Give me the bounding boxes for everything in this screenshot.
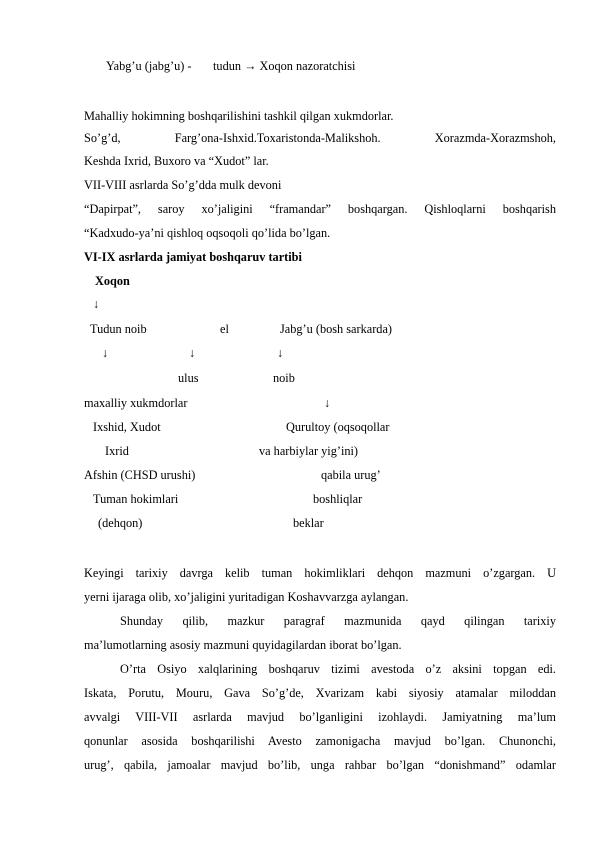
diagram-left-item: maxalliy xukmdorlar bbox=[84, 396, 188, 410]
body-line: O’rta Osiyo xalqlarining boshqaruv tizimi avestoda o’z aksini topgan edi. bbox=[120, 662, 556, 676]
body-line: qonunlar asosida boshqarilishi Avesto zamonigacha mavjud bo’lgan. Chunonchi, bbox=[84, 734, 556, 748]
down-arrow-icon: ↓ bbox=[324, 396, 331, 410]
down-arrow-icon: ↓ bbox=[93, 297, 100, 311]
down-arrow-icon: ↓ bbox=[189, 346, 196, 360]
diagram-root: Xoqon bbox=[95, 274, 130, 288]
diagram-jabgu: Jabg’u (bosh sarkarda) bbox=[280, 322, 392, 336]
body-line: urug’, qabila, jamoalar mavjud bo’lib, unga rahbar bo’lgan “donishmand” odamlar bbox=[84, 758, 556, 772]
paragraph-line: So’g’d, Farg’ona-Ishxid.Toxaristonda-Malikshoh. Xorazmda-Xorazmshoh, bbox=[84, 131, 556, 145]
top-line: Yabg’u (jabg’u) - tudun → Xoqon nazoratchisi bbox=[106, 59, 356, 73]
body-line: Shunday qilib, mazkur paragraf mazmunida qayd qilingan tarixiy bbox=[120, 614, 556, 628]
section-title: VI-IX asrlarda jamiyat boshqaruv tartibi bbox=[84, 250, 302, 264]
paragraph-line: Keshda Ixrid, Buxoro va “Xudot” lar. bbox=[84, 154, 269, 168]
body-line: Keyingi tarixiy davrga kelib tuman hokimliklari dehqon mazmuni o’zgargan. U bbox=[84, 566, 556, 580]
body-line: yerni ijaraga olib, xo’jaligini yuritadigan Koshavvarzga aylangan. bbox=[84, 590, 409, 604]
diagram-left-item: Ixshid, Xudot bbox=[93, 420, 161, 434]
diagram-ulus: ulus bbox=[178, 371, 199, 385]
diagram-right-item: Qurultoy (oqsoqollar bbox=[286, 420, 390, 434]
diagram-left-item: (dehqon) bbox=[98, 516, 143, 530]
diagram-tudun-noib: Tudun noib bbox=[90, 322, 147, 336]
paragraph-line: Mahalliy hokimning boshqarilishini tashkil qilgan xukmdorlar. bbox=[84, 109, 394, 123]
diagram-right-item: beklar bbox=[293, 516, 324, 530]
paragraph-line: VII-VIII asrlarda So’g’dda mulk devoni bbox=[84, 178, 282, 192]
down-arrow-icon: ↓ bbox=[102, 346, 109, 360]
diagram-left-item: Afshin (CHSD urushi) bbox=[84, 468, 196, 482]
diagram-right-item: qabila urug’ bbox=[321, 468, 381, 482]
diagram-left-item: Tuman hokimlari bbox=[93, 492, 179, 506]
diagram-el: el bbox=[220, 322, 229, 336]
diagram-right-item: va harbiylar yig’ini) bbox=[259, 444, 359, 458]
diagram-right-item: boshliqlar bbox=[313, 492, 363, 506]
diagram-left-item: Ixrid bbox=[105, 444, 129, 458]
body-line: avvalgi VIII-VII asrlarda mavjud bo’lganligini izohlaydi. Jamiyatning ma’lum bbox=[84, 710, 556, 724]
paragraph-line: “Kadxudo-ya’ni qishloq oqsoqoli qo’lida bo’lgan. bbox=[84, 226, 331, 240]
paragraph-line: “Dapirpat”, saroy xo’jaligini “framandar” boshqargan. Qishloqlarni boshqarish bbox=[84, 202, 556, 216]
diagram-noib: noib bbox=[273, 371, 295, 385]
body-line: Iskata, Porutu, Mouru, Gava So’g’de, Xvarizam kabi siyosiy atamalar miloddan bbox=[84, 686, 556, 700]
down-arrow-icon: ↓ bbox=[277, 346, 284, 360]
body-line: ma’lumotlarning asosiy mazmuni quyidagilardan iborat bo’lgan. bbox=[84, 638, 402, 652]
